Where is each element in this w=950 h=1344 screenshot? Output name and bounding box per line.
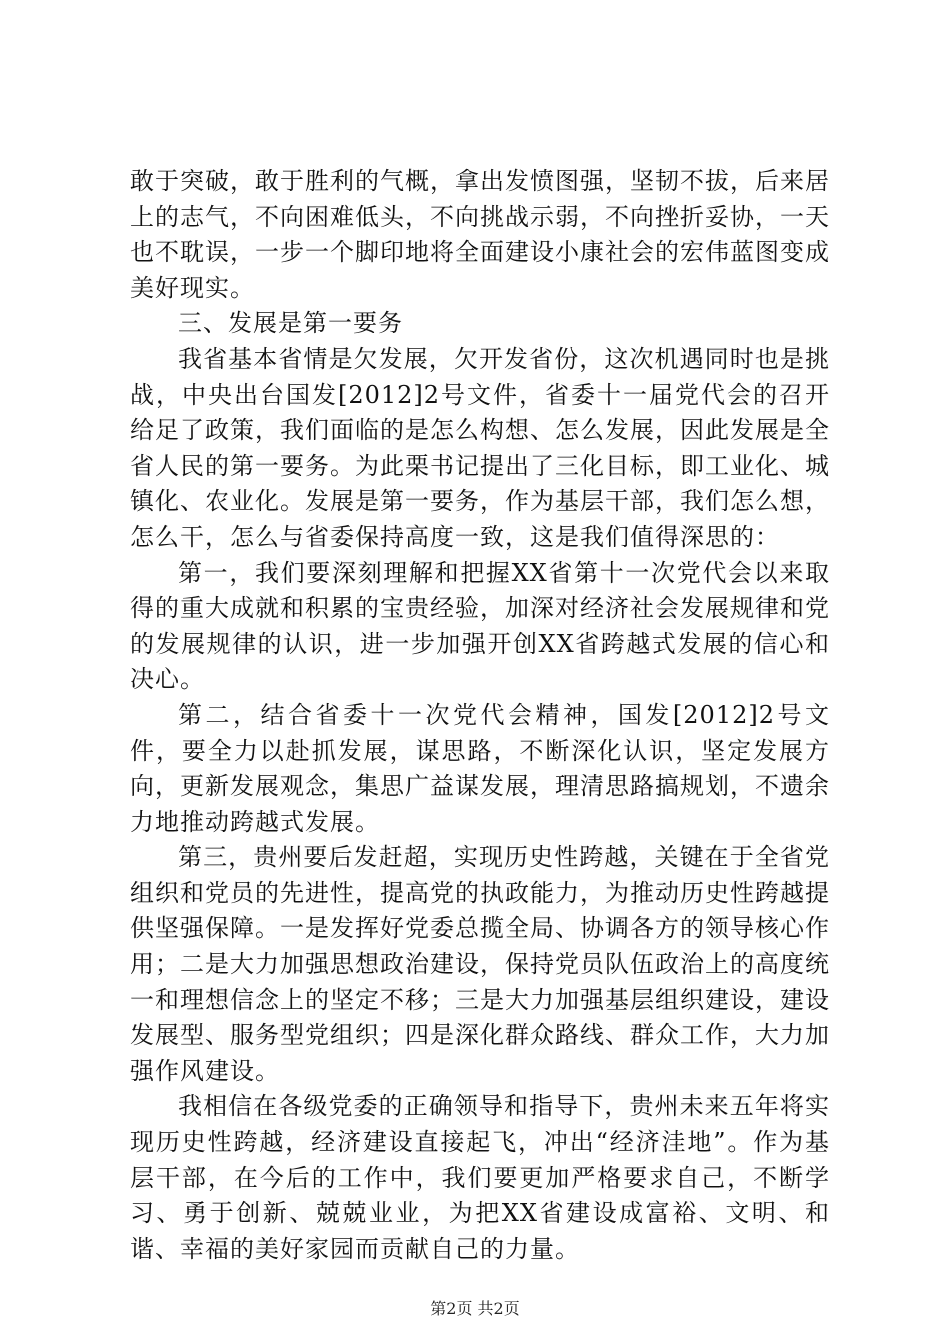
paragraph-continuation: 敢于突破，敢于胜利的气概，拿出发愤图强，坚韧不拔，后来居上的志气，不向困难低头，不向挑战示弱，不向挫折妥协，一天也不耽误，一步一个脚印地将全面建设小康社会的宏伟蓝图变成美好现实。	[130, 167, 830, 302]
paragraph: 我省基本省情是欠发展，欠开发省份，这次机遇同时也是挑战，中央出台国发[2012]2号文件，省委十一届党代会的召开给足了政策，我们面临的是怎么构想、怎么发展，因此发展是全省人民的第一要务。为此栗书记提出了三化目标，即工业化、城镇化、农业化。发展是第一要务，作为基层干部，我们怎么想，怎么干，怎么与省委保持高度一致，这是我们值得深思的：	[130, 344, 830, 551]
paragraph: 第三，贵州要后发赶超，实现历史性跨越，关键在于全省党组织和党员的先进性，提高党的执政能力，为推动历史性跨越提供坚强保障。一是发挥好党委总揽全局、协调各方的领导核心作用；二是大力加强思想政治建设，保持党员队伍政治上的高度统一和理想信念上的坚定不移；三是大力加强基层组织建设，建设发展型、服务型党组织；四是深化群众路线、群众工作，大力加强作风建设。	[130, 843, 830, 1085]
page-footer: 第2页 共2页	[430, 1299, 520, 1318]
paragraph: 我相信在各级党委的正确领导和指导下，贵州未来五年将实现历史性跨越，经济建设直接起飞，冲出“经济洼地”。作为基层干部，在今后的工作中，我们要更加严格要求自己，不断学习、勇于创新、兢兢业业，为把XX省建设成富裕、文明、和谐、幸福的美好家园而贡献自己的力量。	[130, 1092, 830, 1263]
section-heading: 三、发展是第一要务	[178, 309, 403, 338]
document-body	[130, 164, 830, 1267]
paragraph: 第二，结合省委十一次党代会精神，国发[2012]2号文件，要全力以赴抓发展，谋思路，不断深化认识，坚定发展方向，更新发展观念，集思广益谋发展，理清思路搞规划，不遗余力地推动跨越式发展。	[130, 700, 830, 836]
paragraph: 第一，我们要深刻理解和把握XX省第十一次党代会以来取得的重大成就和积累的宝贵经验，加深对经济社会发展规律和党的发展规律的认识，进一步加强开创XX省跨越式发展的信心和决心。	[130, 558, 830, 694]
